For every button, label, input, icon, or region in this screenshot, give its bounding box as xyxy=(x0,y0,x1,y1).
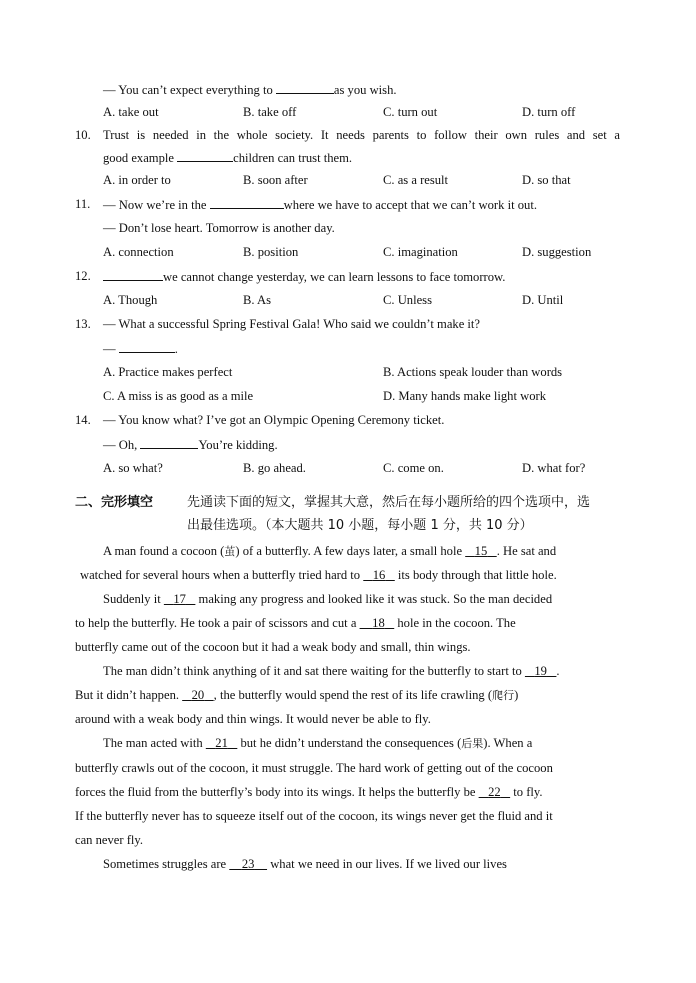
q13-option-c[interactable]: C. A miss is as good as a mile xyxy=(103,389,254,403)
q11-number: 11. xyxy=(75,197,91,211)
blank-number: 23 xyxy=(241,857,255,871)
passage-text: . xyxy=(556,664,560,678)
passage-text: , the butterfly would spend the rest of its life crawling ( xyxy=(213,688,493,702)
blank-17[interactable] xyxy=(164,592,196,606)
passage-text: hole in the cocoon. The xyxy=(394,616,516,630)
passage-text: ). When a xyxy=(483,736,533,750)
q13-text-line1: — What a successful Spring Festival Gala! Who said we couldn’t make it? xyxy=(103,317,481,331)
section-heading: 二、完形填空 xyxy=(75,495,154,510)
blank-15[interactable] xyxy=(465,544,497,558)
q11-option-d[interactable]: D. suggestion xyxy=(522,245,592,259)
gloss-crawling: 爬行 xyxy=(492,689,515,702)
blank-number: 19 xyxy=(534,664,547,678)
passage-text: ) of a butterfly. A few days later, a small hole xyxy=(235,544,466,558)
blank-number: 17 xyxy=(173,592,186,606)
q9-option-b[interactable]: B. take off xyxy=(243,105,297,119)
passage-p1-line2 xyxy=(80,566,557,584)
q14-text-pre: — Oh, xyxy=(103,438,141,452)
passage-text: watched for several hours when a butterfly tried hard to xyxy=(80,568,364,582)
q10-text-line1: Trust is needed in the whole society. It needs parents to follow their own rules and set a xyxy=(103,128,620,142)
q11-text-line2: — Don’t lose heart. Tomorrow is another day. xyxy=(103,221,335,235)
q10-option-c[interactable]: C. as a result xyxy=(383,173,449,187)
q12-number: 12. xyxy=(75,269,91,283)
q12-blank[interactable] xyxy=(103,267,163,281)
q14-option-c[interactable]: C. come on. xyxy=(383,461,444,475)
passage-text: forces the fluid from the butterfly’s body into its wings. It helps the butterfly be xyxy=(75,785,479,799)
q13-text-post: . xyxy=(174,342,178,356)
passage-p3-line3: around with a weak body and thin wings. It would never be able to fly. xyxy=(75,712,431,726)
blank-number: 20 xyxy=(191,688,205,702)
q11-option-a[interactable]: A. connection xyxy=(103,245,174,259)
q14-option-b[interactable]: B. go ahead. xyxy=(243,461,306,475)
passage-text: ) xyxy=(514,688,519,702)
passage-p1-line1 xyxy=(103,542,556,561)
q12-option-c[interactable]: C. Unless xyxy=(383,293,432,307)
q9-blank[interactable] xyxy=(276,80,334,94)
q13-blank[interactable] xyxy=(119,339,175,353)
blank-number: 22 xyxy=(488,785,501,799)
q13-option-d[interactable]: D. Many hands make light work xyxy=(383,389,546,403)
q10-number: 10. xyxy=(75,128,91,142)
passage-text: to help the butterfly. He took a pair of scissors and cut a xyxy=(75,616,360,630)
passage-p2-line2 xyxy=(75,614,516,632)
passage-p3-line2 xyxy=(75,686,518,705)
blank-number: 15 xyxy=(474,544,488,558)
q10-option-a[interactable]: A. in order to xyxy=(103,173,171,187)
section-instruction-line1: 先通读下面的短文，掌握其大意，然后在每小题所给的四个选项中，选 xyxy=(187,495,591,510)
passage-text: but he didn’t understand the consequences ( xyxy=(237,736,462,750)
blank-number: 18 xyxy=(372,616,385,630)
q10-blank[interactable] xyxy=(177,148,233,162)
q13-option-b[interactable]: B. Actions speak louder than words xyxy=(383,365,563,379)
passage-p4-line1 xyxy=(103,734,532,753)
q9-line xyxy=(103,80,397,99)
q10-line2 xyxy=(103,148,352,167)
blank-19[interactable] xyxy=(525,664,560,678)
passage-text: . He sat and xyxy=(496,544,557,558)
q14-text-line1: — You know what? I’ve got an Olympic Opening Ceremony ticket. xyxy=(103,413,445,427)
q11-text-post: where we have to accept that we can’t work it out. xyxy=(283,198,537,212)
q14-text-post: You’re kidding. xyxy=(198,438,278,452)
q13-number: 13. xyxy=(75,317,91,331)
passage-p2-line1 xyxy=(103,590,552,608)
blank-21[interactable] xyxy=(206,736,238,750)
q11-option-b[interactable]: B. position xyxy=(243,245,299,259)
blank-number: 16 xyxy=(372,568,386,582)
q12-option-a[interactable]: A. Though xyxy=(103,293,158,307)
passage-text: making any progress and looked like it was stuck. So the man decided xyxy=(195,592,553,606)
passage-p4-line4: If the butterfly never has to squeeze itself out of the cocoon, its wings never get the fluid and it xyxy=(75,809,553,823)
blank-18[interactable] xyxy=(360,616,395,630)
passage-p4-line3 xyxy=(75,783,543,801)
q14-option-a[interactable]: A. so what? xyxy=(103,461,163,475)
q14-option-d[interactable]: D. what for? xyxy=(522,461,586,475)
passage-text: The man didn’t think anything of it and sat there waiting for the butterfly to start to xyxy=(103,664,525,678)
q14-blank[interactable] xyxy=(140,435,198,449)
passage-p5-line1 xyxy=(103,855,507,873)
q13-option-a[interactable]: A. Practice makes perfect xyxy=(103,365,233,379)
q9-text-post: as you wish. xyxy=(333,83,397,97)
passage-p4-line2: butterfly crawls out of the cocoon, it must struggle. The hard work of getting out of the cocoon xyxy=(75,761,553,775)
q10-option-d[interactable]: D. so that xyxy=(522,173,571,187)
section-instruction-line2: 出最佳选项。（本大题共 10 小题，每小题 1 分，共 10 分） xyxy=(187,518,533,533)
q11-blank[interactable] xyxy=(210,195,284,209)
blank-number: 21 xyxy=(215,736,228,750)
blank-16[interactable] xyxy=(363,568,395,582)
q11-text-pre: — Now we’re in the xyxy=(103,198,210,212)
q9-text-pre: — You can’t expect everything to xyxy=(103,83,276,97)
q14-number: 14. xyxy=(75,413,91,427)
q10-option-b[interactable]: B. soon after xyxy=(243,173,308,187)
passage-text: A man found a cocoon ( xyxy=(103,544,225,558)
passage-p3-line1 xyxy=(103,662,560,680)
q12-text-post: we cannot change yesterday, we can learn lessons to face tomorrow. xyxy=(163,270,506,284)
gloss-consequences: 后果 xyxy=(461,737,484,750)
q10-text-pre: good example xyxy=(103,151,178,165)
q11-option-c[interactable]: C. imagination xyxy=(383,245,458,259)
gloss-cocoon: 茧 xyxy=(224,545,236,558)
q12-line1 xyxy=(103,267,505,286)
q11-line1 xyxy=(103,195,537,214)
passage-text: what we need in our lives. If we lived our lives xyxy=(267,857,507,871)
q12-option-b[interactable]: B. As xyxy=(243,293,271,307)
passage-text: Suddenly it xyxy=(103,592,164,606)
blank-23[interactable] xyxy=(229,857,267,871)
q14-line2 xyxy=(103,435,278,454)
blank-20[interactable] xyxy=(182,688,214,702)
blank-22[interactable] xyxy=(479,785,511,799)
passage-p2-line3: butterfly came out of the cocoon but it had a weak body and small, thin wings. xyxy=(75,640,471,654)
q10-text-post: children can trust them. xyxy=(233,151,353,165)
q9-option-d[interactable]: D. turn off xyxy=(522,105,576,119)
q9-option-c[interactable]: C. turn out xyxy=(383,105,438,119)
passage-text: its body through that little hole. xyxy=(394,568,557,582)
q9-option-a[interactable]: A. take out xyxy=(103,105,159,119)
q12-option-d[interactable]: D. Until xyxy=(522,293,564,307)
passage-text: to fly. xyxy=(510,785,543,799)
q13-text-pre: — xyxy=(103,342,119,356)
passage-text: Sometimes struggles are xyxy=(103,857,230,871)
passage-text: The man acted with xyxy=(103,736,206,750)
passage-p4-line5: can never fly. xyxy=(75,833,144,847)
passage-text: But it didn’t happen. xyxy=(75,688,183,702)
q13-line2 xyxy=(103,339,178,358)
